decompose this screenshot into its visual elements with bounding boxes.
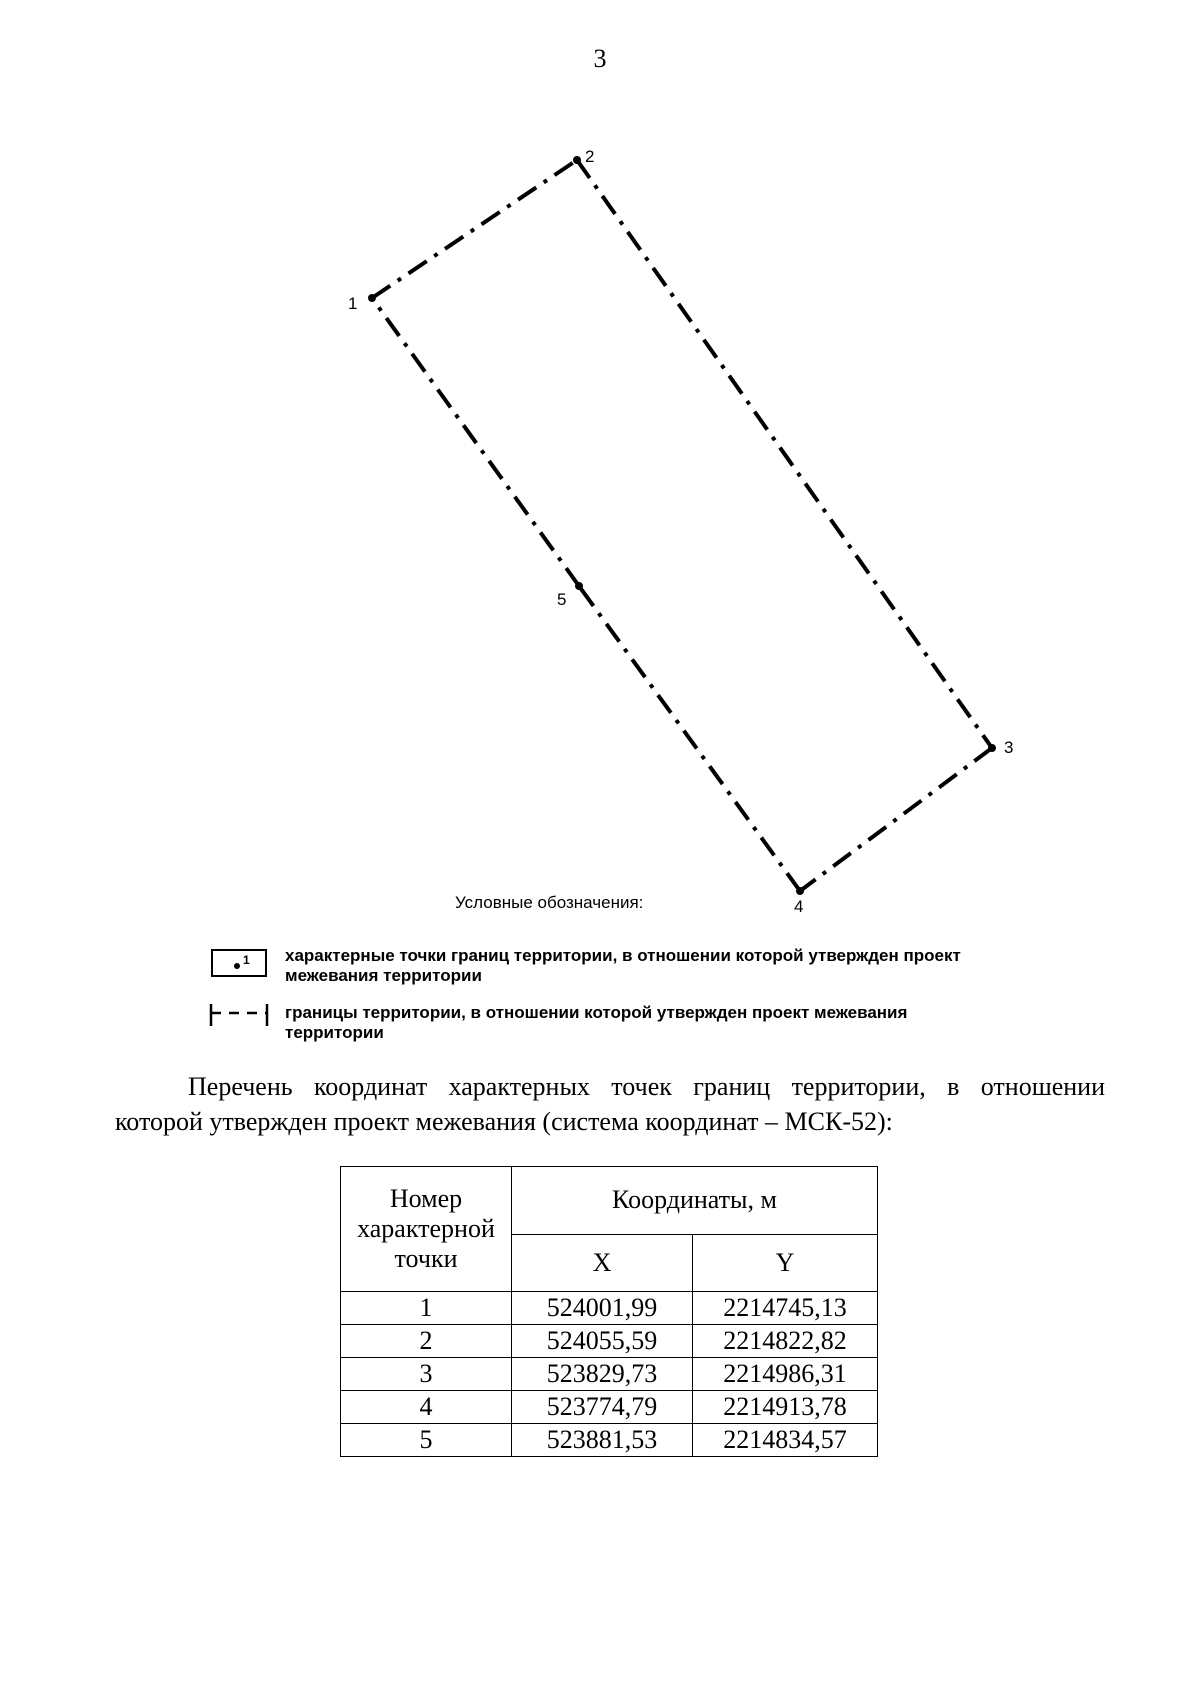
point-label-1: 1	[348, 294, 358, 313]
cell-x: 524055,59	[512, 1325, 693, 1358]
table-row	[341, 1424, 878, 1457]
header-x: X	[512, 1234, 693, 1291]
cell-x: 523829,73	[512, 1358, 693, 1391]
point-label-4: 4	[794, 897, 804, 916]
point-label-3: 3	[1004, 738, 1014, 757]
table-row	[341, 1325, 878, 1358]
cell-number: 1	[341, 1292, 512, 1325]
intro-paragraph	[115, 1069, 1105, 1139]
legend-point-sample-label: 1	[243, 953, 250, 967]
point-label-5: 5	[557, 590, 567, 609]
table-row	[341, 1358, 878, 1391]
cell-y: 2214822,82	[693, 1325, 878, 1358]
point-marker-4	[796, 887, 804, 895]
point-label-2: 2	[585, 147, 595, 166]
intro-line-1: Перечень координат характерных точек границ территории, в отношении	[188, 1072, 1105, 1101]
coordinates-table	[340, 1166, 878, 1457]
boundary-segment-5-1	[372, 298, 579, 586]
cell-x: 524001,99	[512, 1292, 693, 1325]
cell-x: 523881,53	[512, 1424, 693, 1457]
point-marker-1	[368, 294, 376, 302]
point-marker-3	[988, 744, 996, 752]
header-point-number: Номер характерной точки	[341, 1167, 512, 1292]
cell-x: 523774,79	[512, 1391, 693, 1424]
page-number: 3	[593, 44, 607, 73]
intro-line-2: которой утвержден проект межевания (система координат – МСК-52):	[115, 1107, 893, 1136]
point-marker-2	[573, 156, 581, 164]
cell-y: 2214913,78	[693, 1391, 878, 1424]
cell-number: 2	[341, 1325, 512, 1358]
legend-item-points: характерные точки границ территории, в отношении которой утвержден проект межевания территории	[285, 946, 961, 985]
boundary-segment-4-5	[579, 586, 800, 891]
cell-number: 4	[341, 1391, 512, 1424]
boundary-segment-3-4	[800, 748, 992, 891]
cell-number: 3	[341, 1358, 512, 1391]
legend-item-boundary: границы территории, в отношении которой утвержден проект межевания территории	[285, 1003, 908, 1042]
legend-point-sample	[211, 949, 267, 977]
header-coordinates: Координаты, м	[512, 1167, 878, 1235]
boundary-segment-2-3	[577, 160, 992, 748]
table-row	[341, 1391, 878, 1424]
cell-number: 5	[341, 1424, 512, 1457]
boundary-segment-1-2	[372, 160, 577, 298]
cell-y: 2214745,13	[693, 1292, 878, 1325]
table-row	[341, 1292, 878, 1325]
point-dot-icon	[234, 963, 240, 969]
cell-y: 2214834,57	[693, 1424, 878, 1457]
header-y: Y	[693, 1234, 878, 1291]
legend-boundary-sample	[211, 1004, 267, 1026]
point-marker-5	[575, 582, 583, 590]
legend-title: Условные обозначения:	[455, 893, 644, 912]
cell-y: 2214986,31	[693, 1358, 878, 1391]
